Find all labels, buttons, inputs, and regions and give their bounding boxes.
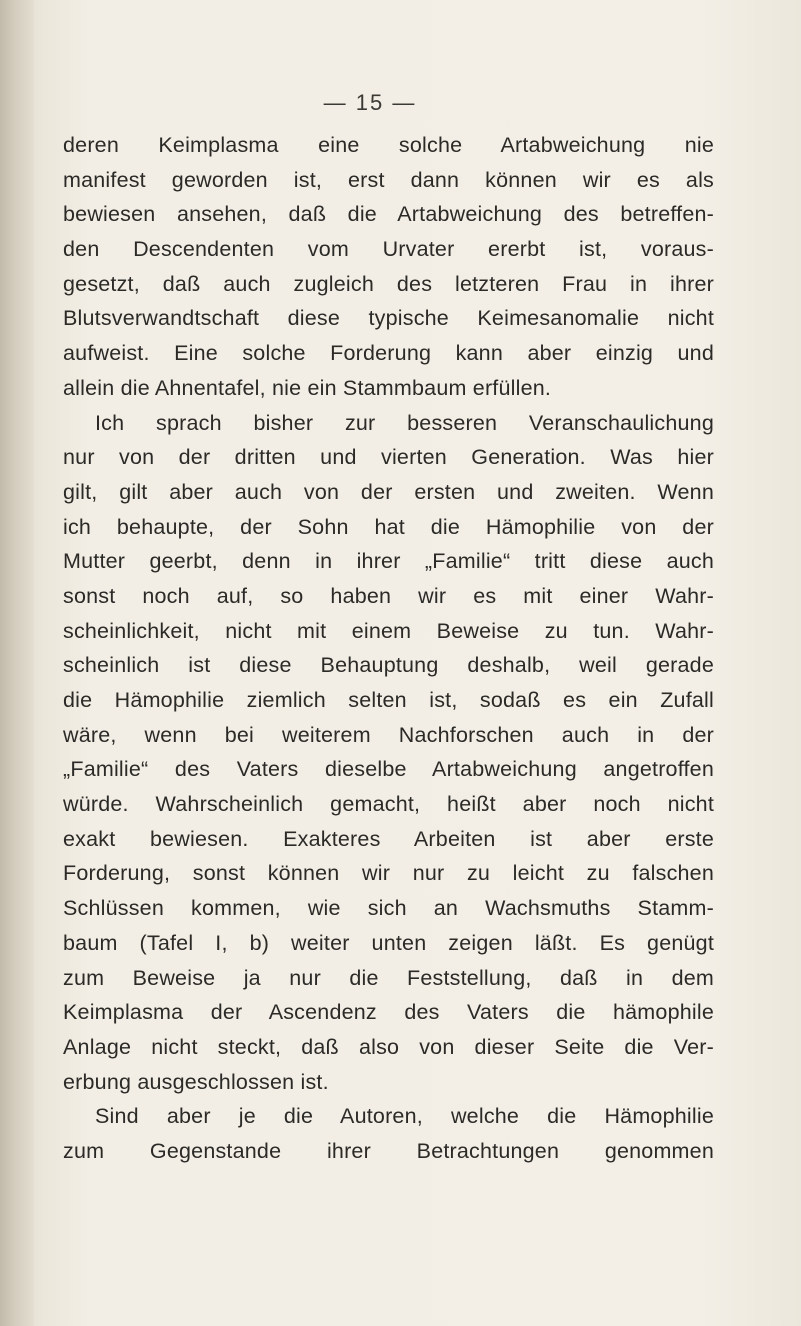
page-number: — 15 — [323, 90, 417, 115]
text-line: ich behaupte, der Sohn hat die Hämophilie von der [63, 514, 714, 539]
text-line: Ich sprach bisher zur besseren Veranschaulichung [95, 410, 714, 435]
text-line: bewiesen ansehen, daß die Artabweichung des betreffen- [63, 202, 714, 227]
text-line: Blutsverwandtschaft diese typische Keimesanomalie nicht [63, 306, 714, 331]
text-line: die Hämophilie ziemlich selten ist, sodaß es ein Zufall [63, 688, 714, 712]
text-line: aufweist. Eine solche Forderung kann aber einzig und [63, 341, 714, 366]
text-line: Anlage nicht steckt, daß also von dieser Seite die Ver- [63, 1034, 714, 1059]
text-line: Sind aber je die Autoren, welche die Hämophilie [95, 1104, 714, 1129]
text-line: Keimplasma der Ascendenz des Vaters die hämophile [63, 1000, 714, 1025]
text-line: exakt bewiesen. Exakteres Arbeiten ist aber erste [63, 826, 714, 851]
book-spine-shadow [0, 0, 34, 1326]
text-line: zum Gegenstande ihrer Betrachtungen genommen [63, 1138, 714, 1163]
text-line: zum Beweise ja nur die Feststellung, daß in dem [63, 965, 714, 990]
text-line: den Descendenten vom Urvater ererbt ist, voraus- [63, 237, 714, 262]
text-line: nur von der dritten und vierten Generation. Was hier [63, 445, 714, 470]
text-line: scheinlichkeit, nicht mit einem Beweise zu tun. Wahr- [63, 618, 714, 643]
text-line: deren Keimplasma eine solche Artabweichung nie [63, 133, 714, 157]
text-line: sonst noch auf, so haben wir es mit einer Wahr- [63, 583, 714, 608]
text-line: Schlüssen kommen, wie sich an Wachsmuths Stamm- [63, 896, 714, 921]
text-line: baum (Tafel I, b) weiter unten zeigen läßt. Es genügt [63, 930, 714, 955]
body-text [63, 128, 714, 1169]
text-line: wäre, wenn bei weiterem Nachforschen auch in der [63, 722, 714, 747]
text-line: erbung ausgeschlossen ist. [63, 1069, 329, 1094]
text-line: Forderung, sonst können wir nur zu leicht zu falschen [63, 861, 714, 886]
text-line: „Familie“ des Vaters dieselbe Artabweichung angetroffen [63, 757, 714, 782]
text-line: gilt, gilt aber auch von der ersten und zweiten. Wenn [63, 479, 714, 504]
text-line: gesetzt, daß auch zugleich des letzteren Frau in ihrer [63, 271, 714, 296]
text-line: scheinlich ist diese Behauptung deshalb, weil gerade [63, 653, 714, 678]
text-line: manifest geworden ist, erst dann können wir es als [63, 167, 714, 192]
text-line: Mutter geerbt, denn in ihrer „Familie“ tritt diese auch [63, 549, 714, 574]
text-line: allein die Ahnentafel, nie ein Stammbaum erfüllen. [63, 375, 552, 400]
text-line: würde. Wahrscheinlich gemacht, heißt aber noch nicht [63, 792, 714, 817]
